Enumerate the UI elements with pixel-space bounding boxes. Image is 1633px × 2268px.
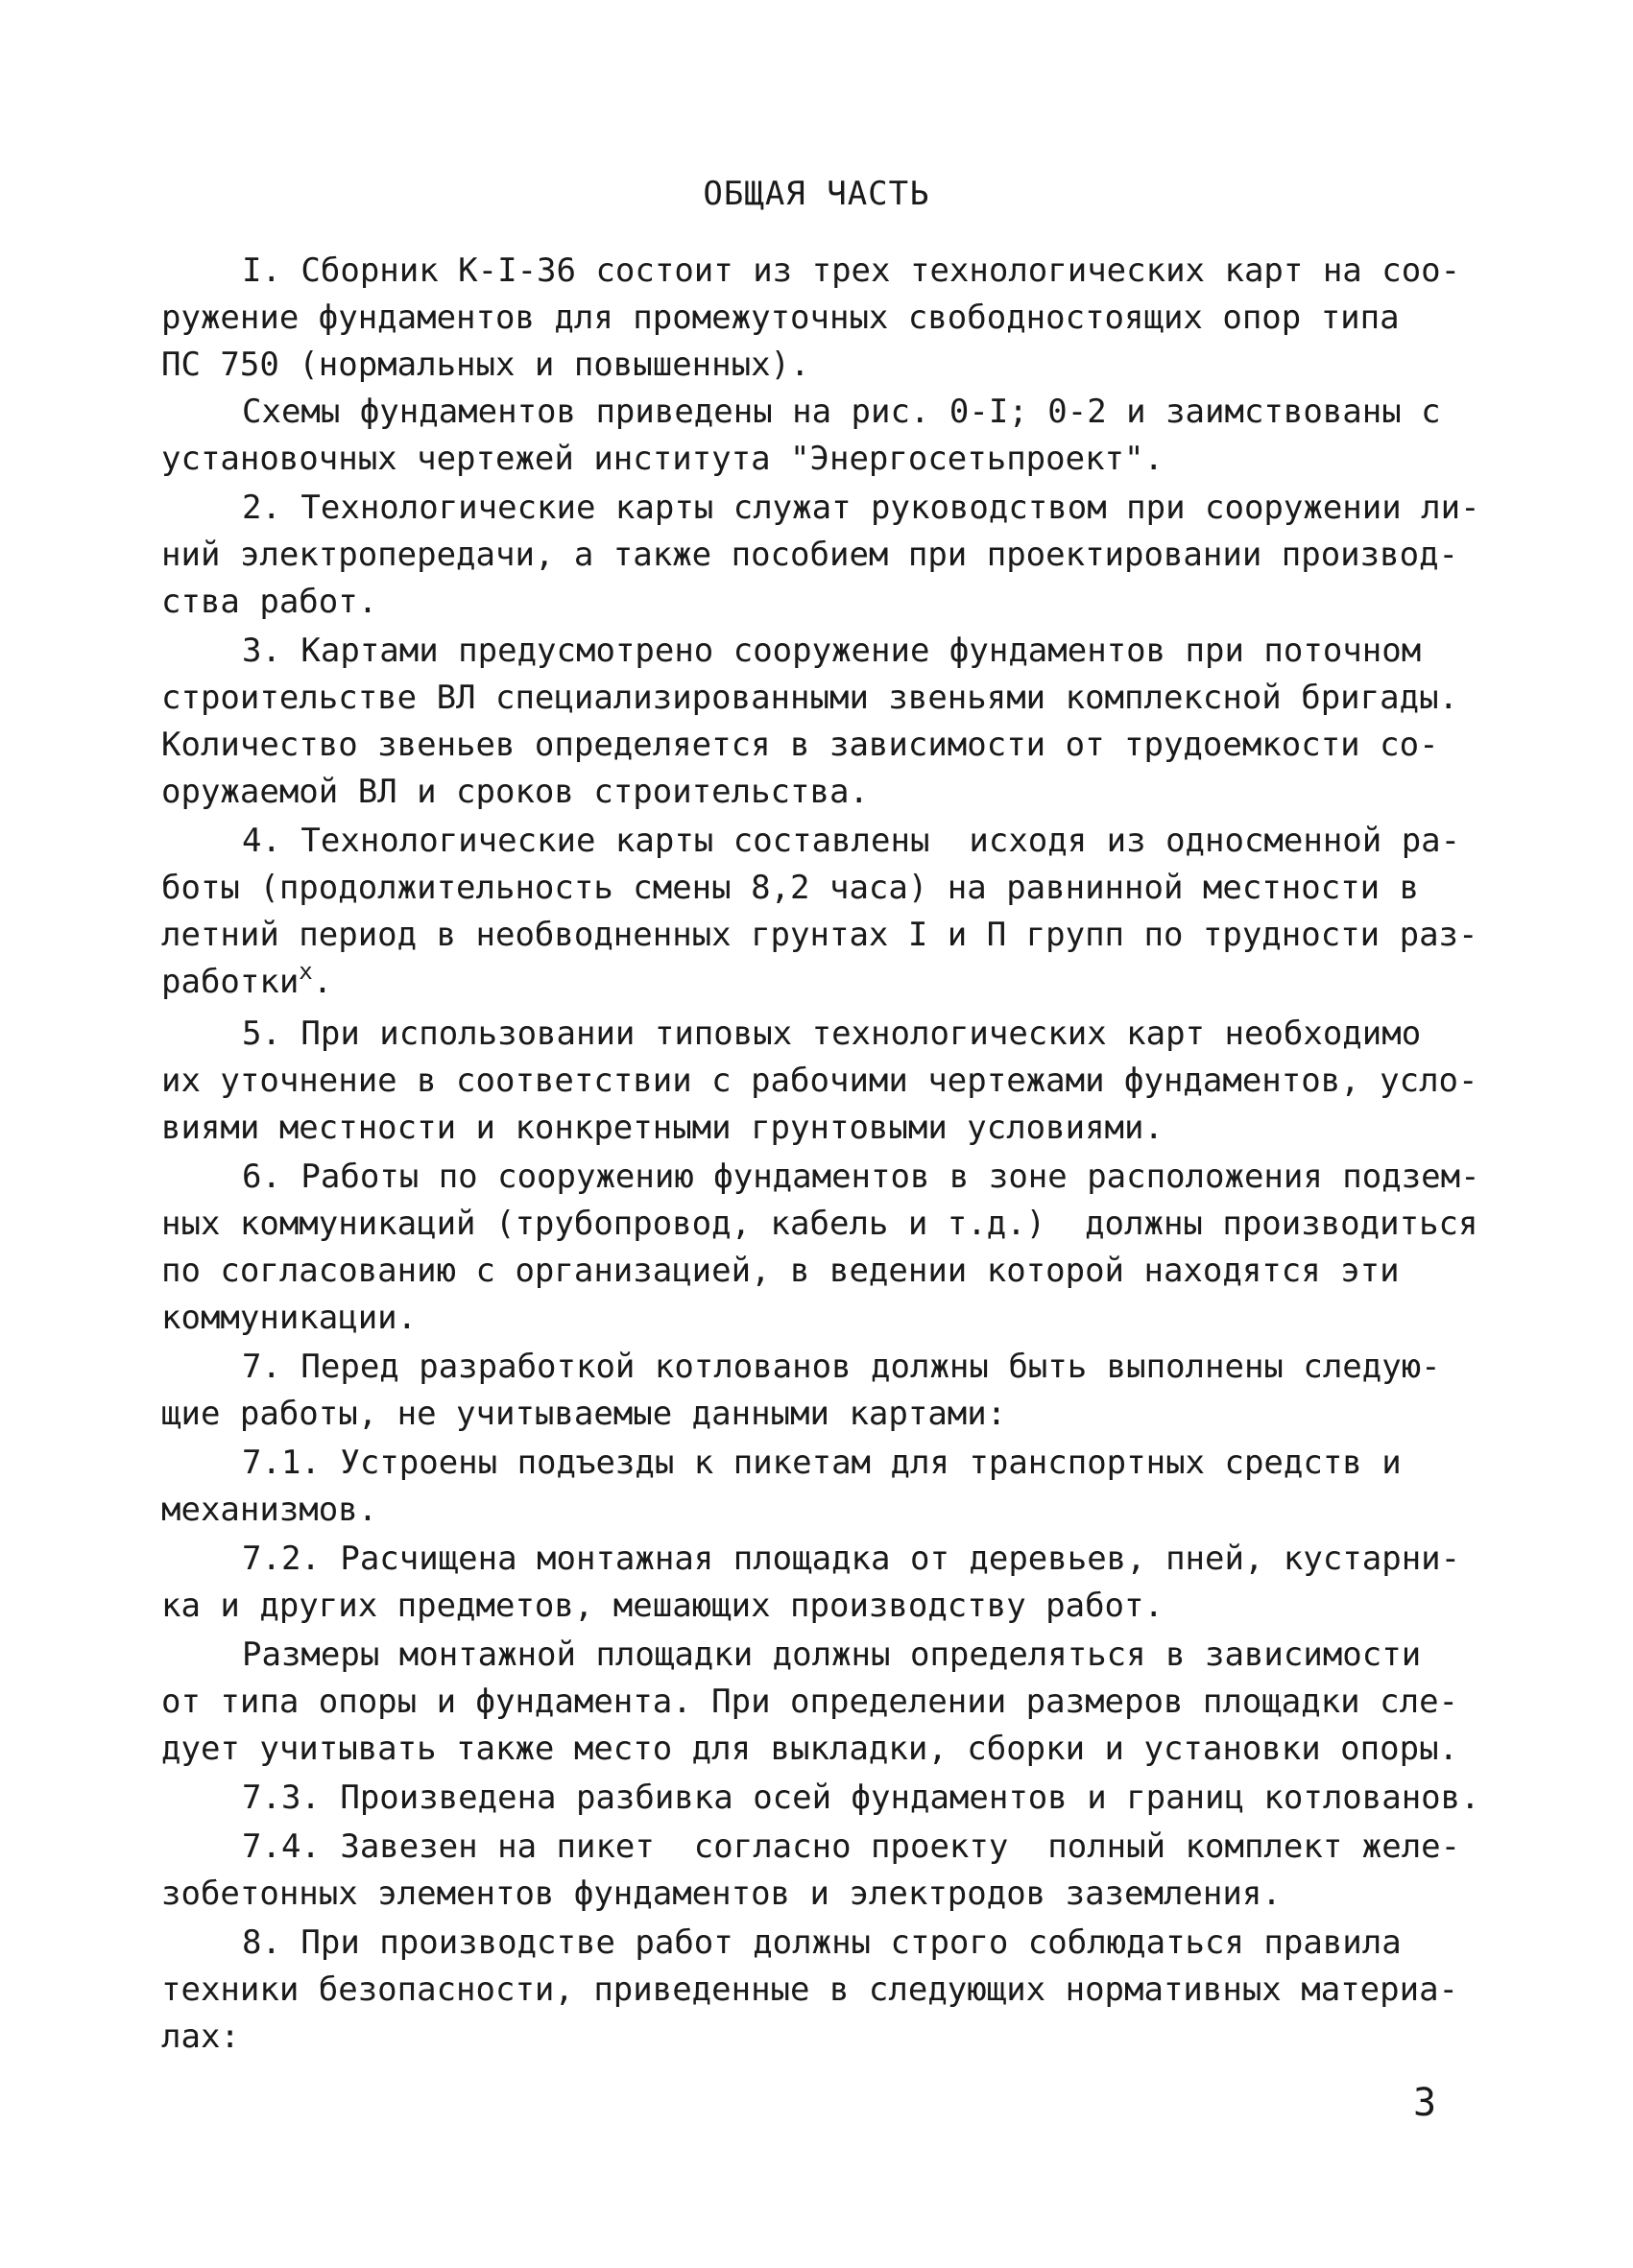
text-line (161, 959, 1496, 1009)
paragraph-8 (161, 1920, 1496, 2061)
text-line: щие работы, не учитываемые данными картами: (161, 1395, 1007, 1433)
paragraph-7-4 (161, 1824, 1496, 1918)
footnote-marker: х (299, 958, 313, 985)
document-body (161, 248, 1496, 2061)
text-fragment: работки (161, 963, 300, 1001)
page-title: ОБЩАЯ ЧАСТЬ (703, 175, 930, 213)
text-line: Количество звеньев определяется в зависимости от трудоемкости со- (161, 726, 1439, 764)
text-line: 7. Перед разработкой котлованов должны быть выполнены следую- (242, 1348, 1441, 1386)
paragraph-7-1 (161, 1440, 1496, 1534)
text-line: установочных чертежей института "Энергосетьпроект". (161, 440, 1164, 478)
text-line: I. Сборник К-I-36 состоит из трех технологических карт на соо- (242, 251, 1461, 290)
paragraph-4 (161, 818, 1496, 1009)
text-line: 5. При использовании типовых технологических карт необходимо (242, 1015, 1422, 1053)
text-line: Размеры монтажной площадки должны определяться в зависимости (242, 1635, 1422, 1674)
paragraph-3 (161, 628, 1496, 816)
text-line: 3. Картами предусмотрено сооружение фундаментов при поточном (242, 632, 1422, 670)
text-line: лах: (161, 2017, 240, 2056)
paragraph-6 (161, 1154, 1496, 1342)
text-line: ных коммуникаций (трубопровод, кабель и т.д.) должны производиться (161, 1205, 1478, 1243)
paragraph-1b (161, 389, 1496, 483)
text-fragment: . (312, 963, 333, 1001)
text-line: дует учитывать также место для выкладки, сборки и установки опоры. (161, 1730, 1459, 1768)
text-line: оружаемой ВЛ и сроков строительства. (161, 773, 869, 811)
text-line: техники безопасности, приведенные в следующих нормативных материа- (161, 1970, 1459, 2009)
text-line: их уточнение в соответствии с рабочими чертежами фундаментов, усло- (161, 1062, 1478, 1100)
text-line: 6. Работы по сооружению фундаментов в зоне расположения подзем- (242, 1158, 1480, 1196)
text-line: летний период в необводненных грунтах I и П групп по трудности раз- (161, 916, 1478, 954)
text-line: от типа опоры и фундамента. При определении размеров площадки сле- (161, 1683, 1459, 1721)
text-line: ка и других предметов, мешающих производству работ. (161, 1587, 1164, 1625)
text-line: ружение фундаментов для промежуточных свободностоящих опор типа (161, 298, 1400, 337)
text-line: строительстве ВЛ специализированными звеньями комплексной бригады. (161, 679, 1459, 717)
text-line: механизмов. (161, 1491, 378, 1529)
text-line: 7.3. Произведена разбивка осей фундаментов и границ котлованов. (242, 1779, 1480, 1817)
text-line: 7.1. Устроены подъезды к пикетам для транспортных средств и (242, 1444, 1402, 1482)
text-line: 4. Технологические карты составлены исходя из односменной ра- (242, 822, 1461, 860)
paragraph-7-2-note (161, 1632, 1496, 1773)
paragraph-5 (161, 1011, 1496, 1152)
paragraph-2 (161, 485, 1496, 626)
text-line: боты (продолжительность смены 8,2 часа) на равнинной местности в (161, 869, 1420, 907)
paragraph-1 (161, 248, 1496, 389)
paragraph-7-2 (161, 1536, 1496, 1630)
paragraph-7 (161, 1344, 1496, 1438)
text-line: зобетонных элементов фундаментов и электродов заземления. (161, 1874, 1282, 1913)
text-line: 7.4. Завезен на пикет согласно проекту полный комплект желе- (242, 1827, 1461, 1866)
text-line: коммуникации. (161, 1299, 418, 1337)
text-line: Схемы фундаментов приведены на рис. 0-I; 0-2 и заимствованы с (242, 393, 1441, 431)
text-line: по согласованию с организацией, в ведении которой находятся эти (161, 1252, 1400, 1290)
text-line: ства работ. (161, 583, 378, 621)
text-line: ний электропередачи, а также пособием при проектировании производ- (161, 536, 1459, 574)
text-line: 8. При производстве работ должны строго соблюдаться правила (242, 1923, 1402, 1962)
text-line: 7.2. Расчищена монтажная площадка от деревьев, пней, кустарни- (242, 1540, 1461, 1578)
text-line: виями местности и конкретными грунтовыми условиями. (161, 1109, 1164, 1147)
page-number: 3 (1413, 2081, 1437, 2125)
paragraph-7-3 (161, 1775, 1496, 1822)
text-line: ПС 750 (нормальных и повышенных). (161, 346, 810, 384)
text-line: 2. Технологические карты служат руководством при сооружении ли- (242, 489, 1480, 527)
